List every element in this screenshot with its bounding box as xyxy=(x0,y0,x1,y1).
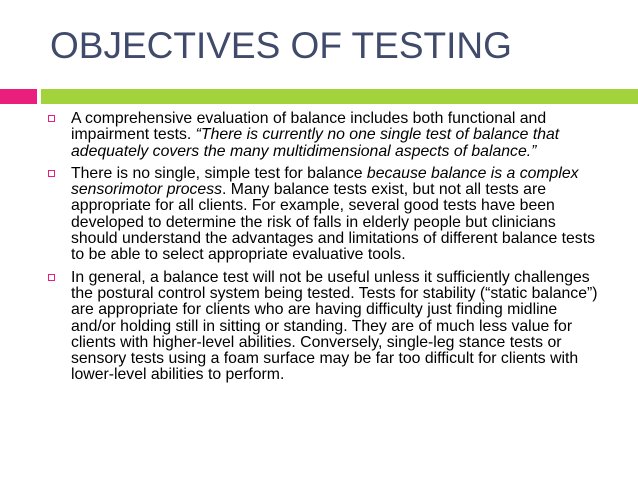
hollow-square-icon xyxy=(48,274,55,281)
bullet-2-emphasis: because balance is a complex sensorimotor process xyxy=(71,164,579,199)
accent-bar-green xyxy=(41,89,638,104)
bullet-3-text: In general, a balance test will not be useful unless it sufficiently challenges the postural control system being tested. Tests for stability (“static balance”) are appropriate for clients who are having difficulty just finding midline and/or holding still in sitting or standing. They are of much less value for clients with higher-level abilities. Conversely, single-leg stance tests or sensory tests using a foam surface may be far too difficult for clients with lower-level abilities to perform. xyxy=(71,268,598,384)
bullet-2-text-start: There is no single, simple test for balance xyxy=(71,164,367,182)
accent-bar-pink xyxy=(0,89,37,104)
bullet-1-text: A comprehensive evaluation of balance includes both functional and impairment tests. xyxy=(71,110,547,144)
hollow-square-icon xyxy=(48,170,55,177)
hollow-square-icon xyxy=(48,115,55,122)
bullet-item-3 xyxy=(44,270,606,384)
bullet-2-text-end: . Many balance tests exist, but not all tests are appropriate for all clients. For example, several good tests have been developed to determine the risk of falls in elderly people but clinicians should understand the advantages and limitations of different balance tests to be able to select appropriate evaluative tools. xyxy=(71,181,595,264)
bullet-item-2 xyxy=(44,166,606,264)
bullet-list xyxy=(44,111,606,390)
bullet-item-1 xyxy=(44,111,606,160)
bullet-1-quote: “There is currently no one single test of balance that adequately covers the many multidimensional aspects of balance.” xyxy=(71,126,560,160)
slide-title: OBJECTIVES OF TESTING xyxy=(50,25,512,66)
